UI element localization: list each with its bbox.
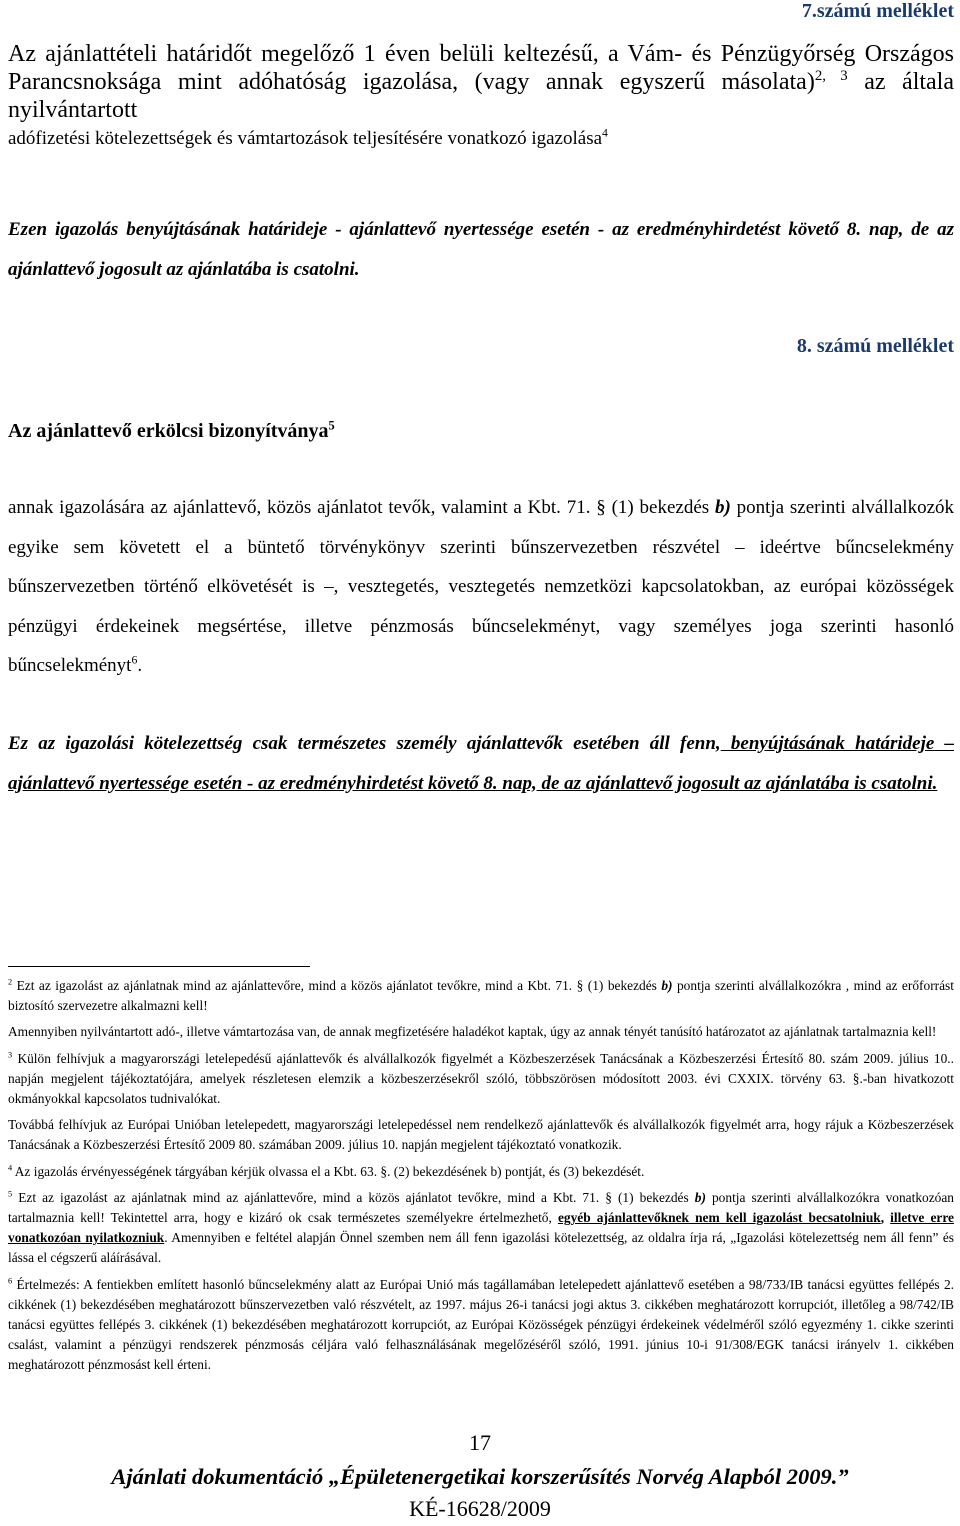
footnote-5-b: b)	[694, 1189, 706, 1205]
footnote-5-bold2: illetve erre vonatkozóan nyilatkozniuk	[8, 1210, 954, 1246]
footnote-2-part2: pontja szerinti alvállalkozókra , mind az erőforrást biztosító szervezetre alkalmazni kell!	[8, 978, 954, 1014]
footnote-3-extra: Továbbá felhívjuk az Európai Unióban letelepedett, magyarországi letelepedéssel nem rendelkező ajánlattevők és alvállalkozók figyelmét arra, hogy rájuk a Közbeszerzések Tanácsának a Közbeszerzési Értesítő 2009 80. számában 2009. július 10. napján megjelent tájékoztató vonatkozik.	[8, 1117, 954, 1153]
section8-body-end: .	[137, 655, 143, 676]
section7-subtitle	[8, 125, 954, 152]
section8-requirement-part1: Ez az igazolási kötelezettség csak természetes személy ajánlattevők esetében áll fenn,	[8, 733, 721, 754]
footnote-5-part2: pontja szerinti alvállalkozókra vonatkozóan tartalmaznia kell! Tekintettel arra, hogy e kizáró ok csak természetes személyekre értelmezhető,	[8, 1189, 954, 1226]
footnote-4	[8, 1162, 954, 1182]
section8-heading	[8, 420, 954, 443]
footnote-6-number: 6	[8, 1276, 13, 1286]
footnote-2-b: b)	[661, 978, 673, 993]
section8-body-b: b)	[714, 497, 731, 518]
footnote-2	[8, 976, 954, 1016]
footnotes	[8, 976, 954, 1376]
footnote-5	[8, 1188, 954, 1269]
section7-title-part1: Az ajánlattételi határidőt megelőző 1 éven belüli keltezésű, a Vám- és Pénzügyőrség Országos Parancsnoksága mint adóhatóság igazolása, (vagy annak egyszerű másolata)	[8, 41, 954, 95]
footnote-5-part3: . Amennyiben e feltétel alapján Önnel szemben nem áll fenn igazolási kötelezettség, az oldalra írja rá, „Igazolási kötelezettség nem áll fenn” és lássa el cégszerű aláírásával.	[8, 1230, 954, 1266]
section7-title	[8, 40, 954, 124]
annex-8-label: 8. számú melléklet	[796, 335, 954, 357]
section7-subtitle-footnote-ref: 4	[602, 126, 608, 140]
annex-7-label: 7.számú melléklet	[801, 0, 954, 22]
footer-reference: KÉ-16628/2009	[409, 1496, 551, 1521]
page-number: 17	[469, 1430, 491, 1455]
footnote-3-number: 3	[8, 1050, 13, 1060]
footnote-separator	[8, 966, 310, 967]
footnote-3-text: Külön felhívjuk a magyarországi letelepedésű ajánlattevők és alvállalkozók figyelmét a Közbeszerzések Tanácsának a Közbeszerzési Értesítő 80. szám 2009. július 10.. napján megjelent tájékoztatójára, amelyek részletesen elemzik a közbeszerzésekről szóló, többszörösen módosított 2003. évi CXXIX. törvény 63. §.-ban hivatkozott okmányokkal kapcsolatos tudnivalókat.	[8, 1050, 954, 1107]
section8-requirement	[8, 724, 954, 803]
section8-body-part2: pontja szerinti alvállalkozók egyike sem követett el a büntető törvénykönyv szerinti bűnszervezetben részvétel – ideértve bűncselekmény bűnszervezetben történő elkövetését is –, vesztegetés, vesztegetés nemzetközi kapcsolatokban, az európai közösségek pénzügyi érdekeinek megsértése, illetve pénzmosás bűncselekményt, vagy személyes joga szerinti hasonló bűncselekményt	[8, 497, 954, 676]
footnote-5-comma: ,	[880, 1210, 891, 1226]
footnote-2-number: 2	[8, 977, 13, 987]
footnote-6-text: Értelmezés: A fentiekben említett hasonló bűncselekmény alatt az Európai Unió más tagállamában letelepedett ajánlattevő esetében a 98/733/IB tanácsi együttes fellépés 2. cikkének (1) bekezdésében meghatározott bűnszervezetben való részvételt, az 1997. május 26-i tanácsi jogi aktus 3. cikkében meghatározott korrupciót, illetőleg a 98/742/IB tanácsi együttes fellépés 3. cikkének (1) bekezdésében meghatározott korrupciót, az Európai Közösségek pénzügyi érdekeinek védelméről szóló egyezmény 1. cikke szerinti csalást, valamint a pénzügyi rendszerek pénzmosás céljára való felhasználásának megelőzéséről szóló, 1991. június 10-i 91/308/EGK tanácsi irányelv 1. cikkében meghatározott pénzmosást kell érteni.	[8, 1276, 954, 1373]
footnote-3	[8, 1049, 954, 1110]
section7-title-part2: az általa nyilvántartott	[8, 69, 955, 123]
section8-heading-footnote-ref: 5	[328, 418, 335, 433]
footnote-5-part1: Ezt az igazolást az ajánlatnak mind az ajánlattevőre, mind a közös ajánlatot tevőkre, mind a Kbt. 71. § (1) bekezdés	[12, 1189, 695, 1205]
footnote-4-text: Az igazolás érvényességének tárgyában kérjük olvassa el a Kbt. 63. §. (2) bekezdésének b) pontját, és (3) bekezdését.	[12, 1163, 645, 1179]
footnote-5-bold1: egyéb ajánlattevőknek nem kell igazolást becsatolniuk	[557, 1210, 881, 1226]
footnote-4-number: 4	[8, 1163, 13, 1173]
footnote-2-part1: Ezt az igazolást az ajánlatnak mind az ajánlattevőre, mind a közös ajánlatot tevőkre, mind a Kbt. 71. § (1) bekezdés	[12, 978, 662, 993]
footnote-5-number: 5	[8, 1189, 13, 1199]
footer-document-title: Ajánlati dokumentáció „Épületenergetikai korszerűsítés Norvég Alapból 2009.”	[111, 1464, 849, 1489]
section8-body	[8, 488, 954, 686]
section7-title-footnote-ref: 2, 3	[814, 68, 848, 84]
section8-body-part1: annak igazolására az ajánlattevő, közös ajánlatot tevők, valamint a Kbt. 71. § (1) bekezdés	[8, 497, 715, 518]
section8-requirement-part2: benyújtásának határideje – ajánlattevő nyertessége esetén - az eredményhirdetést követő 8. nap, de az ajánlattevő jogosult az ajánlatába is csatolni.	[8, 733, 955, 794]
section8-body-footnote-ref: 6	[131, 653, 138, 667]
section7-subtitle-text: adófizetési kötelezettségek és vámtartozások teljesítésére vonatkozó igazolása	[8, 128, 603, 149]
footnote-6	[8, 1275, 954, 1376]
section7-deadline-note: Ezen igazolás benyújtásának határideje - ajánlattevő nyertessége esetén - az eredményhirdetést követő 8. nap, de az ajánlattevő jogosult az ajánlatába is csatolni.	[8, 219, 954, 280]
section8-heading-text: Az ajánlattevő erkölcsi bizonyítványa	[8, 420, 329, 442]
footnote-2-extra: Amennyiben nyilvántartott adó-, illetve vámtartozása van, de annak megfizetésére haladékot kaptak, úgy az annak tényét tanúsító határozatot az ajánlatnak tartalmaznia kell!	[8, 1024, 937, 1040]
